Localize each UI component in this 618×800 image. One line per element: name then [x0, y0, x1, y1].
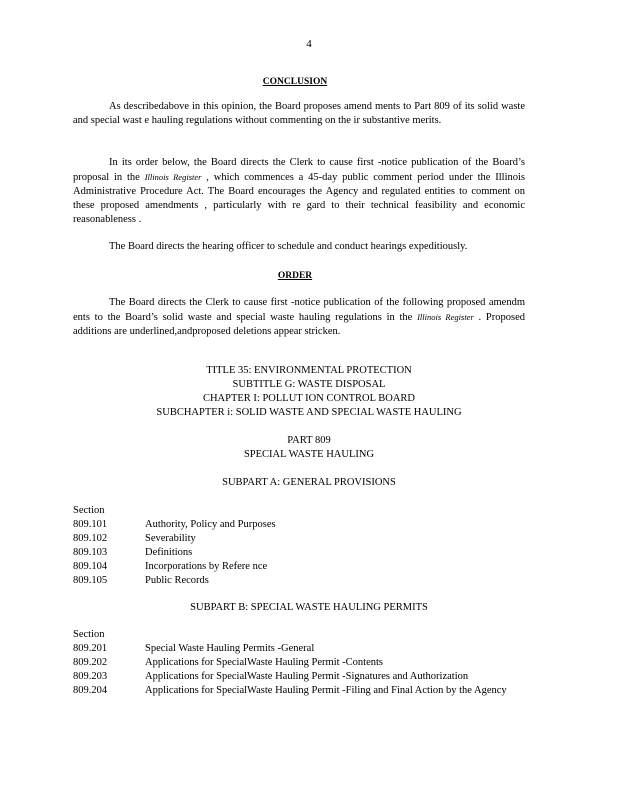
toc-row: [73, 642, 525, 656]
section-title: Public Records: [145, 575, 209, 586]
subtitle-line: SUBTITLE G: WASTE DISPOSAL: [232, 379, 386, 390]
section-title: Incorporations by Refere nce: [145, 561, 268, 572]
section-title: Applications for SpecialWaste Hauling Permit -Signatures and Authorization: [145, 671, 469, 682]
subpart-a-section-list: [73, 518, 525, 588]
toc-row: [73, 684, 525, 698]
title-block: [0, 364, 618, 420]
section-title: Severability: [145, 533, 196, 544]
toc-row: [73, 656, 525, 670]
section-label-b: Section: [73, 629, 105, 640]
title-line: TITLE 35: ENVIRONMENTAL PROTECTION: [206, 365, 412, 376]
part-block: [0, 434, 618, 462]
section-number: 809.203: [73, 671, 108, 682]
order-paragraph: [73, 296, 525, 339]
toc-row: [73, 574, 525, 588]
order-heading: [0, 269, 618, 283]
subchapter-line: SUBCHAPTER i: SOLID WASTE AND SPECIAL WASTE HAULING: [156, 407, 462, 418]
order-paragraph-after: . Proposed additions are underlined,andproposed deletions appear stricken.: [73, 312, 525, 337]
section-label-a: Section: [73, 505, 105, 516]
section-title: Special Waste Hauling Permits -General: [145, 643, 315, 654]
conclusion-paragraph-2-before: In its order below, the Board directs the Clerk to cause first -notice publication of the Board’s proposal in the: [73, 157, 525, 183]
section-title: Definitions: [145, 547, 193, 558]
section-number: 809.101: [73, 519, 108, 530]
part-name-line: SPECIAL WASTE HAULING: [243, 449, 375, 460]
section-number: 809.102: [73, 533, 108, 544]
conclusion-paragraph-1-text: As describedabove in this opinion, the Board proposes amend ments to Part 809 of its solid waste and special wast e hauling regulations without commenting on the ir substantive merits.: [73, 101, 525, 126]
toc-row: [73, 546, 525, 560]
toc-row: [73, 532, 525, 546]
section-number: 809.204: [73, 685, 108, 696]
conclusion-heading-text: CONCLUSION: [262, 77, 328, 87]
section-number: 809.103: [73, 547, 108, 558]
conclusion-paragraph-2: [73, 156, 525, 227]
toc-row: [73, 670, 525, 684]
subpart-b-section-list: [73, 642, 525, 698]
order-paragraph-before: The Board directs the Clerk to cause first -notice publication of the following proposed amendm ents to the Board’s solid waste and special waste hauling regulations in the: [73, 297, 525, 323]
conclusion-paragraph-2-after: , which commences a 45-day public comment period under the Illinois Administrative Procedure Act. The Board encourages the Agency and regulated entities to comment on these proposed amendments , particularly with re gard to their technical feasibility and economic reasonableness .: [73, 172, 526, 225]
toc-row: [73, 560, 525, 574]
order-heading-text: ORDER: [277, 271, 313, 281]
toc-row: [73, 518, 525, 532]
conclusion-paragraph-3: [73, 240, 525, 254]
conclusion-paragraph-2-text: [73, 156, 525, 227]
subpart-b-heading: SUBPART B: SPECIAL WASTE HAULING PERMITS: [190, 602, 428, 613]
conclusion-heading: [0, 75, 618, 89]
conclusion-paragraph-3-text: The Board directs the hearing officer to schedule and conduct hearings expeditiously.: [109, 241, 468, 252]
order-paragraph-text: [73, 296, 525, 339]
page-number: 4: [306, 38, 312, 50]
section-title: Applications for SpecialWaste Hauling Permit -Contents: [145, 657, 383, 668]
part-line: PART 809: [287, 435, 331, 446]
section-title: Authority, Policy and Purposes: [145, 519, 276, 530]
section-number: 809.202: [73, 657, 108, 668]
conclusion-paragraph-1: [73, 100, 525, 128]
section-number: 809.104: [73, 561, 108, 572]
section-title: Applications for SpecialWaste Hauling Permit -Filing and Final Action by the Agency: [145, 685, 507, 696]
subpart-a-heading: SUBPART A: GENERAL PROVISIONS: [222, 477, 396, 488]
illinois-register-italic: Illinois Register: [144, 172, 202, 182]
section-number: 809.201: [73, 643, 108, 654]
section-number: 809.105: [73, 575, 108, 586]
chapter-line: CHAPTER I: POLLUT ION CONTROL BOARD: [202, 393, 416, 404]
illinois-register-italic: Illinois Register: [417, 312, 474, 322]
